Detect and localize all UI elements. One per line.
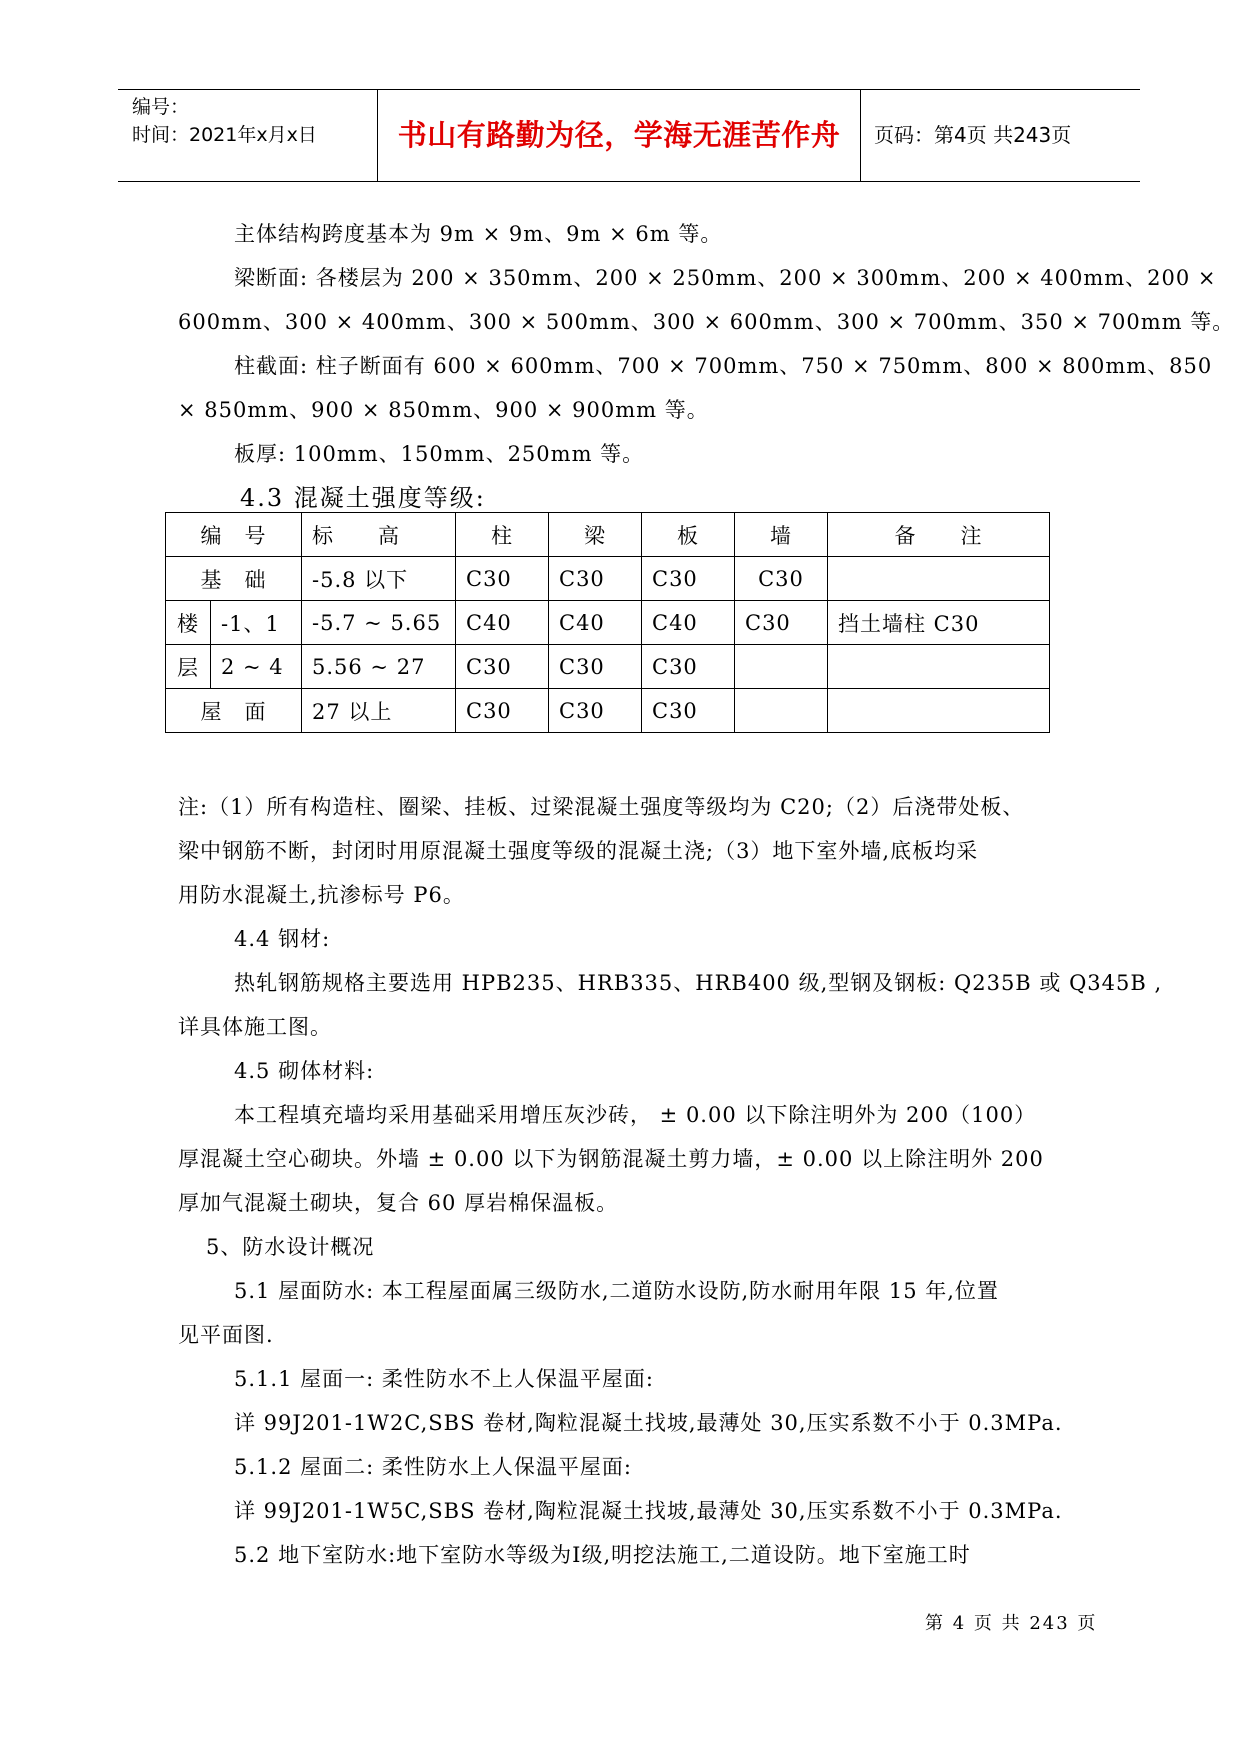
concrete-grade-table: [165, 512, 1050, 733]
text-line: 详 99J201-1W5C,SBS 卷材,陶粒混凝土找坡,最薄处 30,压实系数不小于 0.3MPa.: [234, 1499, 1063, 1523]
text-line: 厚加气混凝土砌块，复合 60 厚岩棉保温板。: [178, 1191, 619, 1215]
table-cell: 层: [166, 645, 211, 689]
table-cell: [828, 557, 1050, 601]
table-row: [166, 689, 1050, 733]
text-line: 本工程填充墙均采用基础采用增压灰沙砖， ± 0.00 以下除注明外为 200（100）: [234, 1103, 1037, 1127]
header-page-number: 页码：第4页 共243页: [874, 123, 1072, 147]
text-line: 5.1.2 屋面二: 柔性防水上人保温平屋面:: [234, 1455, 632, 1479]
table-cell: C30: [642, 645, 735, 689]
header-motto: 书山有路勤为径，学海无涯苦作舟: [397, 118, 841, 152]
table-cell: -1、1: [211, 601, 302, 645]
table-cell: 屋 面: [166, 689, 302, 733]
text-line: 梁中钢筋不断，封闭时用原混凝土强度等级的混凝土浇;（3）地下室外墙,底板均采: [178, 839, 979, 863]
text-line: 5.1.1 屋面一: 柔性防水不上人保温平屋面:: [234, 1367, 654, 1391]
text-line: 详 99J201-1W2C,SBS 卷材,陶粒混凝土找坡,最薄处 30,压实系数不小于 0.3MPa.: [234, 1411, 1063, 1435]
table-cell: C30: [735, 601, 828, 645]
table-cell: [828, 689, 1050, 733]
materials-and-waterproofing-text: [178, 785, 1163, 1577]
table-cell: C30: [456, 689, 549, 733]
structure-spec-text: [178, 212, 1235, 476]
table-cell: 楼: [166, 601, 211, 645]
table-header-cell: 编 号: [166, 513, 302, 557]
document-date-label: 时间：2021年x月x日: [132, 124, 317, 146]
table-header-cell: 梁: [549, 513, 642, 557]
text-line: 见平面图.: [178, 1323, 274, 1347]
header-meta: [132, 93, 317, 149]
table-cell: C30: [549, 645, 642, 689]
text-line: × 850mm、900 × 850mm、900 × 900mm 等。: [178, 398, 709, 422]
table-cell: C30: [735, 557, 828, 601]
table-row: [166, 557, 1050, 601]
text-line: 5.1 屋面防水: 本工程屋面属三级防水,二道防水设防,防水耐用年限 15 年,位置: [234, 1279, 999, 1303]
page-header: [118, 89, 1140, 182]
table-cell: -5.7 ~ 5.65: [302, 601, 456, 645]
table-cell: 基 础: [166, 557, 302, 601]
section-heading: 5、防水设计概况: [206, 1235, 375, 1259]
table-cell: -5.8 以下: [302, 557, 456, 601]
table-cell: [735, 645, 828, 689]
table-cell: C30: [456, 645, 549, 689]
text-line: 主体结构跨度基本为 9m × 9m、9m × 6m 等。: [234, 222, 723, 246]
table-header-cell: 柱: [456, 513, 549, 557]
header-divider: [860, 90, 861, 181]
table-cell: [735, 689, 828, 733]
table-row: [166, 645, 1050, 689]
text-line: 梁断面: 各楼层为 200 × 350mm、200 × 250mm、200 × 300mm、200 × 400mm、200 ×: [234, 266, 1217, 290]
table-header-cell: 墙: [735, 513, 828, 557]
table-header-cell: 备 注: [828, 513, 1050, 557]
text-line: 厚混凝土空心砌块。外墙 ± 0.00 以下为钢筋混凝土剪力墙，± 0.00 以上除注明外 200: [178, 1147, 1044, 1171]
text-line: 注:（1）所有构造柱、圈梁、挂板、过梁混凝土强度等级均为 C20;（2）后浇带处板、: [178, 795, 1025, 819]
table-cell: 挡土墙柱 C30: [828, 601, 1050, 645]
text-line: 详具体施工图。: [178, 1015, 332, 1039]
text-line: 4.5 砌体材料:: [234, 1059, 375, 1083]
table-cell: 27 以上: [302, 689, 456, 733]
section-heading: 4.3 混凝土强度等级:: [240, 484, 486, 512]
text-line: 柱截面: 柱子断面有 600 × 600mm、700 × 700mm、750 × 750mm、800 × 800mm、850: [234, 354, 1213, 378]
page-footer: 第 4 页 共 243 页: [925, 1613, 1098, 1634]
document-number-label: 编号：: [132, 96, 190, 118]
table-cell: C40: [549, 601, 642, 645]
table-cell: 2 ~ 4: [211, 645, 302, 689]
table-cell: C30: [642, 557, 735, 601]
text-line: 板厚: 100mm、150mm、250mm 等。: [234, 442, 645, 466]
table-header-row: [166, 513, 1050, 557]
text-line: 热轧钢筋规格主要选用 HPB235、HRB335、HRB400 级,型钢及钢板: Q235B 或 Q345B ,: [234, 971, 1163, 995]
table-header-cell: 板: [642, 513, 735, 557]
table-cell: C30: [456, 557, 549, 601]
table-cell: C40: [642, 601, 735, 645]
table-cell: C30: [549, 557, 642, 601]
table-row: [166, 601, 1050, 645]
table-cell: C30: [642, 689, 735, 733]
table-cell: [828, 645, 1050, 689]
text-line: 5.2 地下室防水:地下室防水等级为Ⅰ级,明挖法施工,二道设防。地下室施工时: [234, 1543, 971, 1567]
text-line: 4.4 钢材:: [234, 927, 331, 951]
table-header-cell: 标 高: [302, 513, 456, 557]
text-line: 600mm、300 × 400mm、300 × 500mm、300 × 600mm、300 × 700mm、350 × 700mm 等。: [178, 310, 1235, 334]
table-cell: C40: [456, 601, 549, 645]
table-cell: 5.56 ~ 27: [302, 645, 456, 689]
text-line: 用防水混凝土,抗渗标号 P6。: [178, 883, 465, 907]
table-cell: C30: [549, 689, 642, 733]
